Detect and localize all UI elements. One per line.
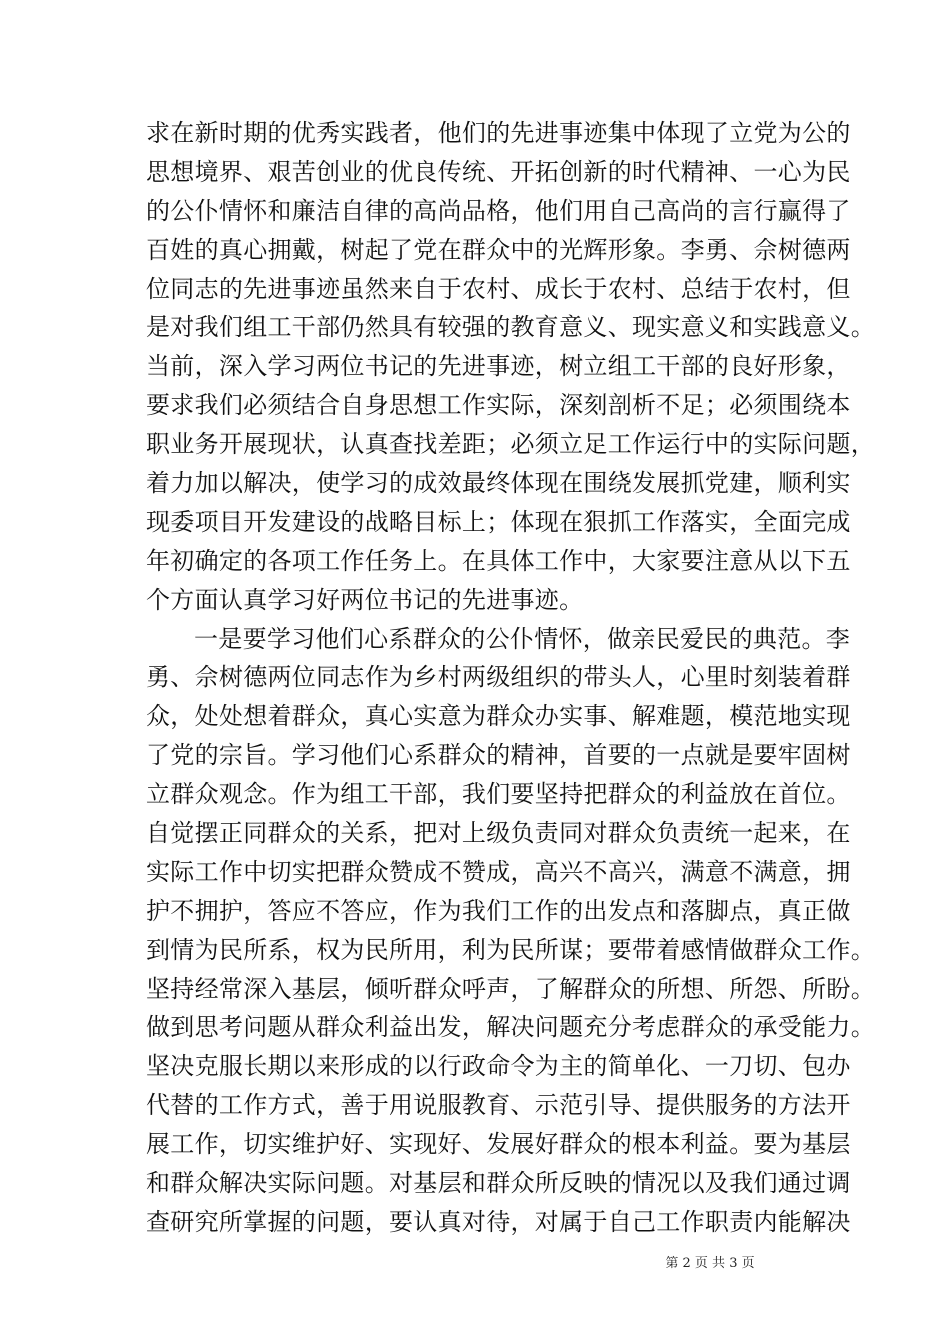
text-line: 是对我们组工干部仍然具有较强的教育意义、现实意义和实践意义。	[146, 313, 875, 342]
page-number: 第 2 页 共 3 页	[665, 1256, 755, 1271]
text-line: 坚决克服长期以来形成的以行政命令为主的简单化、一刀切、包办	[146, 1052, 851, 1081]
text-line: 当前，深入学习两位书记的先进事迹，树立组工干部的良好形象，	[146, 352, 851, 381]
text-line: 求在新时期的优秀实践者，他们的先进事迹集中体现了立党为公的	[146, 119, 851, 147]
text-line: 到情为民所系，权为民所用，利为民所谋；要带着感情做群众工作。	[146, 935, 875, 964]
text-line: 护不拥护，答应不答应，作为我们工作的出发点和落脚点，真正做	[146, 896, 851, 925]
text-line: 现委项目开发建设的战略目标上；体现在狠抓工作落实，全面完成	[146, 507, 851, 536]
text-line: 勇、佘树德两位同志作为乡村两级组织的带头人，心里时刻装着群	[146, 663, 851, 692]
text-line: 做到思考问题从群众利益出发，解决问题充分考虑群众的承受能力。	[146, 1013, 875, 1042]
text-line: 坚持经常深入基层，倾听群众呼声，了解群众的所想、所怨、所盼。	[146, 974, 875, 1003]
text-line: 代替的工作方式，善于用说服教育、示范引导、提供服务的方法开	[146, 1091, 851, 1120]
text-line: 了党的宗旨。学习他们心系群众的精神，首要的一点就是要牢固树	[146, 741, 851, 770]
text-line: 和群众解决实际问题。对基层和群众所反映的情况以及我们通过调	[146, 1169, 851, 1198]
text-line: 实际工作中切实把群众赞成不赞成，高兴不高兴，满意不满意，拥	[146, 857, 851, 886]
body-text	[146, 114, 875, 1242]
text-line: 众，处处想着群众，真心实意为群众办实事、解难题，模范地实现	[146, 702, 851, 731]
text-line: 自觉摆正同群众的关系，把对上级负责同对群众负责统一起来，在	[146, 819, 851, 848]
text-line: 百姓的真心拥戴，树起了党在群众中的光辉形象。李勇、佘树德两	[146, 235, 851, 264]
text-line: 立群众观念。作为组工干部，我们要坚持把群众的利益放在首位。	[146, 780, 851, 809]
text-line: 年初确定的各项工作任务上。在具体工作中，大家要注意从以下五	[146, 546, 851, 575]
text-line: 要求我们必须结合自身思想工作实际，深刻剖析不足；必须围绕本	[146, 391, 851, 420]
text-line: 职业务开展现状，认真查找差距；必须立足工作运行中的实际问题，	[146, 430, 875, 459]
text-line: 展工作，切实维护好、实现好、发展好群众的根本利益。要为基层	[146, 1130, 851, 1159]
text-line: 个方面认真学习好两位书记的先进事迹。	[146, 585, 584, 614]
text-line: 查研究所掌握的问题，要认真对待，对属于自己工作职责内能解决	[146, 1207, 851, 1236]
paragraph-first-line: 一是要学习他们心系群众的公仆情怀，做亲民爱民的典范。李	[194, 624, 851, 653]
text-line: 位同志的先进事迹虽然来自于农村、成长于农村、总结于农村，但	[146, 274, 851, 303]
page-footer	[0, 1256, 950, 1272]
text-line: 的公仆情怀和廉洁自律的高尚品格，他们用自己高尚的言行赢得了	[146, 196, 851, 225]
text-line: 思想境界、艰苦创业的优良传统、开拓创新的时代精神、一心为民	[146, 157, 851, 186]
text-line: 着力加以解决，使学习的成效最终体现在围绕发展抓党建，顺利实	[146, 469, 851, 498]
